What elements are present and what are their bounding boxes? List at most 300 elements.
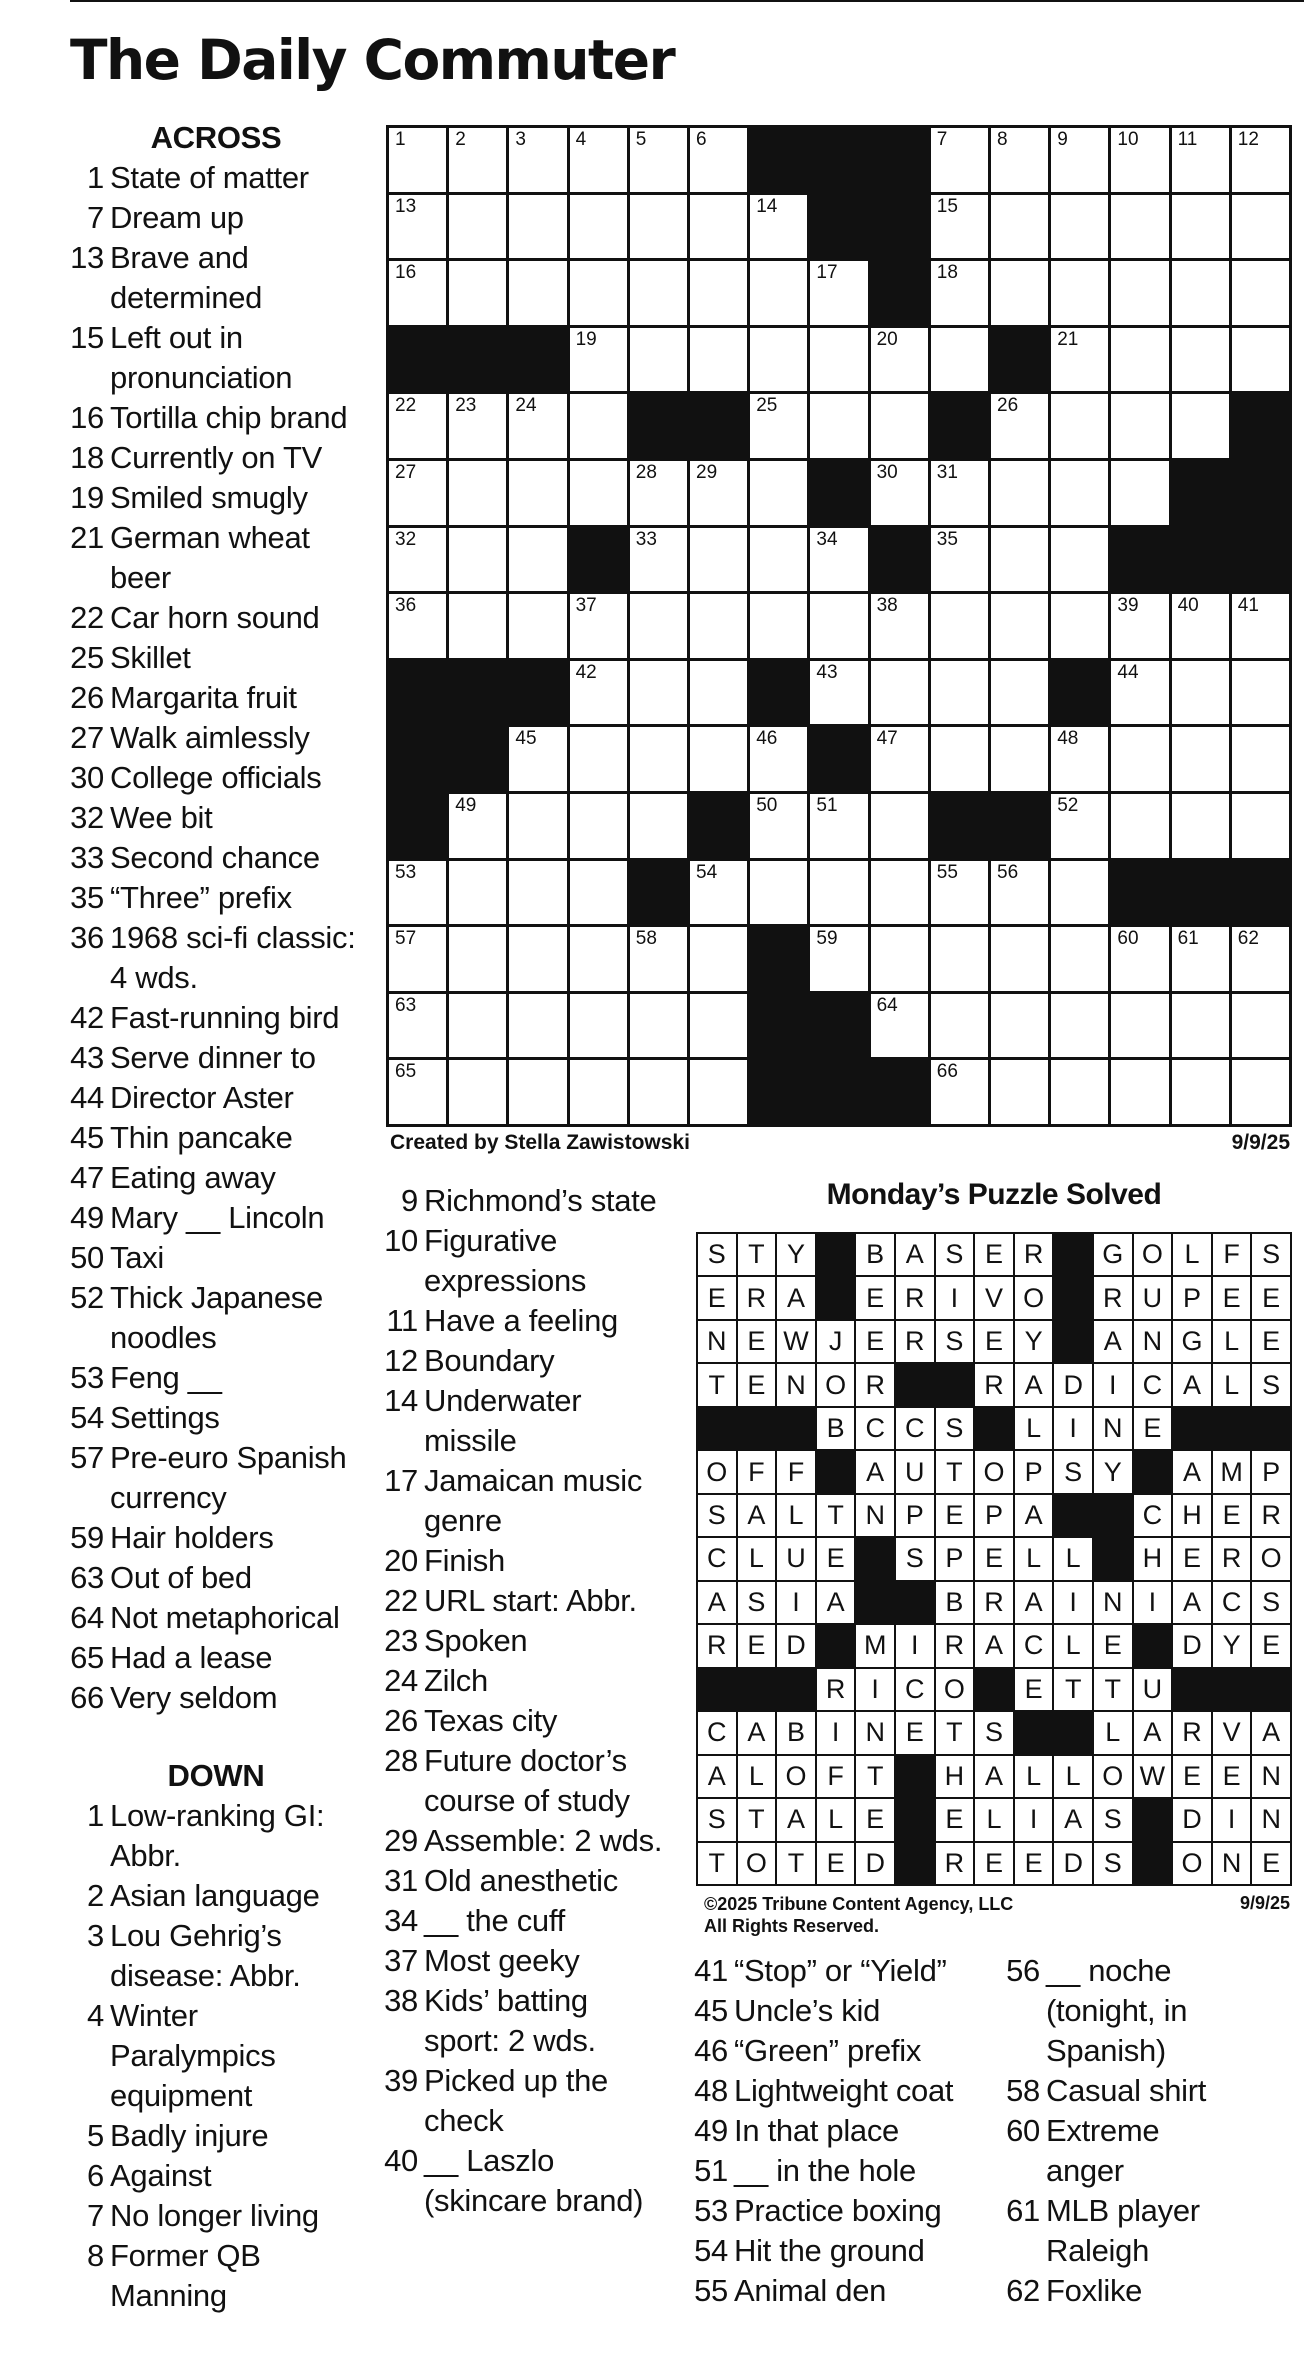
down-list-1 <box>66 1796 366 2316</box>
solution-cell: T <box>936 1712 974 1753</box>
down-clue-26 <box>380 1701 670 1741</box>
grid-cell[interactable] <box>570 328 627 392</box>
clue-number: 29 <box>384 1823 418 1858</box>
clue-number: 10 <box>384 1223 418 1258</box>
clue-text: State of matter <box>110 160 309 195</box>
solution-black-square <box>1252 1408 1290 1449</box>
grid-cell[interactable] <box>991 727 1048 791</box>
grid-cell[interactable] <box>931 861 988 925</box>
clue-text: __ in the hole <box>734 2153 916 2188</box>
solution-cell: E <box>975 1234 1013 1275</box>
grid-cell[interactable] <box>1051 927 1108 991</box>
grid-cell[interactable] <box>389 861 446 925</box>
grid-cell[interactable] <box>1111 794 1168 858</box>
grid-cell[interactable] <box>810 261 867 325</box>
grid-cell[interactable] <box>871 727 928 791</box>
grid-cell[interactable] <box>750 394 807 458</box>
grid-cell[interactable] <box>509 128 566 192</box>
grid-cell[interactable] <box>449 594 506 658</box>
grid-cell[interactable] <box>991 861 1048 925</box>
solution-cell: A <box>1054 1799 1092 1840</box>
grid-cell[interactable] <box>449 461 506 525</box>
grid-cell[interactable] <box>750 727 807 791</box>
across-header: ACROSS <box>150 120 282 155</box>
across-clue-42 <box>66 998 366 1038</box>
grid-cell[interactable] <box>1172 927 1229 991</box>
grid-cell[interactable] <box>1111 461 1168 525</box>
grid-cell[interactable] <box>630 727 687 791</box>
solution-cell: R <box>1094 1277 1132 1318</box>
grid-cell[interactable] <box>570 461 627 525</box>
solution-cell: F <box>777 1451 815 1492</box>
grid-cell[interactable] <box>630 261 687 325</box>
grid-cell[interactable] <box>630 195 687 259</box>
grid-cell[interactable] <box>1232 661 1289 725</box>
down-list-4 <box>1002 1951 1217 2311</box>
grid-cell[interactable] <box>931 128 988 192</box>
clue-number: 53 <box>70 1360 104 1395</box>
grid-cell[interactable] <box>1051 528 1108 592</box>
solution-cell: O <box>738 1843 776 1884</box>
black-square <box>1111 528 1168 592</box>
clue-text: Tortilla chip brand <box>110 400 348 435</box>
grid-cell[interactable] <box>449 528 506 592</box>
grid-cell[interactable] <box>449 927 506 991</box>
cell-number: 30 <box>876 461 898 483</box>
grid-cell[interactable] <box>509 461 566 525</box>
grid-cell[interactable] <box>1111 594 1168 658</box>
clue-text: Underwater missile <box>424 1383 582 1458</box>
grid-cell[interactable] <box>1232 994 1289 1058</box>
grid-cell[interactable] <box>630 594 687 658</box>
grid-cell[interactable] <box>389 594 446 658</box>
grid-cell[interactable] <box>871 461 928 525</box>
grid-cell[interactable] <box>871 394 928 458</box>
grid-cell[interactable] <box>810 594 867 658</box>
solution-cell: Y <box>1213 1625 1251 1666</box>
grid-cell[interactable] <box>931 1060 988 1124</box>
black-square <box>1051 661 1108 725</box>
solution-cell: S <box>738 1582 776 1623</box>
black-square <box>810 727 867 791</box>
grid-cell[interactable] <box>931 195 988 259</box>
solution-cell: R <box>698 1625 736 1666</box>
grid-cell[interactable] <box>509 861 566 925</box>
solution-cell: R <box>896 1277 934 1318</box>
solution-cell: E <box>1252 1625 1290 1666</box>
solution-cell: E <box>975 1321 1013 1362</box>
grid-cell[interactable] <box>991 394 1048 458</box>
grid-cell[interactable] <box>1172 195 1229 259</box>
grid-cell[interactable] <box>690 927 747 991</box>
grid-cell[interactable] <box>509 528 566 592</box>
solution-cell: L <box>1054 1538 1092 1579</box>
grid-cell[interactable] <box>449 195 506 259</box>
grid-cell[interactable] <box>1051 461 1108 525</box>
black-square <box>1232 394 1289 458</box>
clue-number: 45 <box>694 1993 728 2028</box>
grid-cell[interactable] <box>750 328 807 392</box>
cell-number: 34 <box>816 528 838 550</box>
grid-cell[interactable] <box>1051 1060 1108 1124</box>
crossword-grid[interactable] <box>386 125 1292 1127</box>
down-clue-38 <box>380 1981 670 2061</box>
solution-black-square <box>777 1408 815 1449</box>
down-header: DOWN <box>167 1758 265 1793</box>
grid-cell[interactable] <box>1172 594 1229 658</box>
solution-black-square <box>856 1582 894 1623</box>
clue-number: 54 <box>70 1400 104 1435</box>
grid-cell[interactable] <box>931 927 988 991</box>
black-square <box>449 727 506 791</box>
clue-text: Most geeky <box>424 1943 580 1978</box>
grid-cell[interactable] <box>570 861 627 925</box>
clue-text: Currently on TV <box>110 440 323 475</box>
grid-cell[interactable] <box>1232 927 1289 991</box>
cell-number: 6 <box>696 129 707 150</box>
clue-text: Finish <box>424 1543 505 1578</box>
grid-cell[interactable] <box>389 261 446 325</box>
clue-number: 38 <box>384 1983 418 2018</box>
clue-number: 28 <box>384 1743 418 1778</box>
grid-cell[interactable] <box>931 328 988 392</box>
grid-cell[interactable] <box>1232 328 1289 392</box>
solution-cell: N <box>1134 1321 1172 1362</box>
grid-cell[interactable] <box>509 195 566 259</box>
clue-text: Second chance <box>110 840 320 875</box>
grid-cell[interactable] <box>389 994 446 1058</box>
grid-cell[interactable] <box>570 394 627 458</box>
black-square <box>810 1060 867 1124</box>
grid-cell[interactable] <box>931 661 988 725</box>
grid-cell[interactable] <box>1172 1060 1229 1124</box>
cell-number: 21 <box>1057 328 1079 350</box>
down-clue-39 <box>380 2061 670 2141</box>
grid-cell[interactable] <box>570 128 627 192</box>
solution-cell: L <box>1015 1408 1053 1449</box>
black-square <box>750 661 807 725</box>
grid-cell[interactable] <box>1232 1060 1289 1124</box>
clue-number: 42 <box>70 1000 104 1035</box>
grid-cell[interactable] <box>630 927 687 991</box>
grid-cell[interactable] <box>871 927 928 991</box>
grid-cell[interactable] <box>1051 328 1108 392</box>
grid-cell[interactable] <box>931 727 988 791</box>
grid-cell[interactable] <box>570 195 627 259</box>
grid-cell[interactable] <box>570 661 627 725</box>
grid-cell[interactable] <box>810 794 867 858</box>
cell-number: 11 <box>1177 129 1198 150</box>
grid-cell[interactable] <box>509 394 566 458</box>
grid-cell[interactable] <box>389 128 446 192</box>
clue-text: Director Aster <box>110 1080 294 1115</box>
grid-cell[interactable] <box>389 461 446 525</box>
grid-cell[interactable] <box>1051 195 1108 259</box>
grid-cell[interactable] <box>1111 394 1168 458</box>
grid-cell[interactable] <box>690 727 747 791</box>
grid-cell[interactable] <box>1232 727 1289 791</box>
black-square <box>690 394 747 458</box>
grid-cell[interactable] <box>449 394 506 458</box>
solution-cell: F <box>817 1756 855 1797</box>
grid-cell[interactable] <box>1111 1060 1168 1124</box>
solution-cell: A <box>1015 1582 1053 1623</box>
grid-cell[interactable] <box>991 594 1048 658</box>
grid-cell[interactable] <box>810 861 867 925</box>
grid-cell[interactable] <box>810 394 867 458</box>
grid-cell[interactable] <box>931 528 988 592</box>
grid-cell[interactable] <box>630 1060 687 1124</box>
grid-cell[interactable] <box>389 1060 446 1124</box>
solution-black-square <box>936 1364 974 1405</box>
copyright-line-1: ©2025 Tribune Content Agency, LLC <box>704 1894 1014 1914</box>
black-square <box>871 195 928 259</box>
clue-number: 26 <box>384 1703 418 1738</box>
clue-number: 39 <box>384 2063 418 2098</box>
grid-cell[interactable] <box>630 461 687 525</box>
grid-cell[interactable] <box>1111 661 1168 725</box>
solution-cell: A <box>896 1234 934 1275</box>
grid-cell[interactable] <box>931 994 988 1058</box>
across-clue-47 <box>66 1158 366 1198</box>
black-square <box>931 394 988 458</box>
clue-number: 58 <box>1006 2073 1040 2108</box>
grid-cell[interactable] <box>1172 328 1229 392</box>
solution-black-square <box>1094 1538 1132 1579</box>
grid-cell[interactable] <box>871 661 928 725</box>
grid-cell[interactable] <box>991 927 1048 991</box>
grid-cell[interactable] <box>991 128 1048 192</box>
grid-cell[interactable] <box>630 128 687 192</box>
grid-cell[interactable] <box>509 927 566 991</box>
grid-cell[interactable] <box>690 195 747 259</box>
grid-cell[interactable] <box>750 528 807 592</box>
solution-cell: C <box>856 1408 894 1449</box>
grid-cell[interactable] <box>1051 261 1108 325</box>
grid-cell[interactable] <box>750 461 807 525</box>
grid-cell[interactable] <box>1172 794 1229 858</box>
grid-cell[interactable] <box>810 328 867 392</box>
cell-number: 46 <box>756 728 778 750</box>
across-clue-27 <box>66 718 366 758</box>
solution-cell: O <box>777 1756 815 1797</box>
grid-cell[interactable] <box>690 861 747 925</box>
solution-cell: N <box>777 1364 815 1405</box>
grid-cell[interactable] <box>389 195 446 259</box>
solution-cell: R <box>738 1277 776 1318</box>
grid-cell[interactable] <box>750 261 807 325</box>
clue-text: Settings <box>110 1400 220 1435</box>
clue-text: Figurative expressions <box>424 1223 587 1298</box>
grid-cell[interactable] <box>389 528 446 592</box>
solution-cell: D <box>856 1843 894 1884</box>
solution-cell: E <box>856 1321 894 1362</box>
down-clue-28 <box>380 1741 670 1821</box>
grid-cell[interactable] <box>871 994 928 1058</box>
grid-cell[interactable] <box>1051 594 1108 658</box>
grid-cell[interactable] <box>1051 394 1108 458</box>
down-clue-45 <box>690 1991 990 2031</box>
clue-number: 44 <box>70 1080 104 1115</box>
grid-cell[interactable] <box>1232 195 1289 259</box>
grid-cell[interactable] <box>871 594 928 658</box>
solution-cell: D <box>1173 1799 1211 1840</box>
grid-cell[interactable] <box>449 1060 506 1124</box>
grid-cell[interactable] <box>750 794 807 858</box>
grid-cell[interactable] <box>509 594 566 658</box>
grid-cell[interactable] <box>1111 328 1168 392</box>
grid-cell[interactable] <box>690 461 747 525</box>
grid-cell[interactable] <box>1051 794 1108 858</box>
grid-cell[interactable] <box>1232 594 1289 658</box>
cell-number: 7 <box>936 129 948 150</box>
grid-cell[interactable] <box>690 661 747 725</box>
grid-cell[interactable] <box>630 994 687 1058</box>
clue-number: 6 <box>87 2158 104 2193</box>
grid-cell[interactable] <box>509 994 566 1058</box>
grid-cell[interactable] <box>991 461 1048 525</box>
grid-cell[interactable] <box>810 661 867 725</box>
solution-cell: H <box>936 1756 974 1797</box>
solution-cell: P <box>1015 1451 1053 1492</box>
cell-number: 56 <box>997 861 1019 883</box>
grid-cell[interactable] <box>389 394 446 458</box>
grid-cell[interactable] <box>630 328 687 392</box>
solution-cell: P <box>975 1495 1013 1536</box>
grid-cell[interactable] <box>1051 128 1108 192</box>
grid-cell[interactable] <box>1172 128 1229 192</box>
solution-cell: I <box>1134 1582 1172 1623</box>
solution-cell: N <box>698 1321 736 1362</box>
grid-cell[interactable] <box>750 195 807 259</box>
grid-cell[interactable] <box>931 594 988 658</box>
grid-cell[interactable] <box>1172 727 1229 791</box>
grid-cell[interactable] <box>1051 861 1108 925</box>
grid-cell[interactable] <box>931 261 988 325</box>
grid-cell[interactable] <box>1172 661 1229 725</box>
black-square <box>1172 528 1229 592</box>
solution-black-square <box>1134 1799 1172 1840</box>
grid-cell[interactable] <box>509 261 566 325</box>
grid-cell[interactable] <box>690 128 747 192</box>
solution-cell: I <box>936 1277 974 1318</box>
black-square <box>449 328 506 392</box>
grid-cell[interactable] <box>690 994 747 1058</box>
grid-cell[interactable] <box>570 994 627 1058</box>
grid-cell[interactable] <box>1111 128 1168 192</box>
clue-number: 49 <box>70 1200 104 1235</box>
down-clue-41 <box>690 1951 990 1991</box>
grid-cell[interactable] <box>991 528 1048 592</box>
grid-cell[interactable] <box>449 994 506 1058</box>
grid-cell[interactable] <box>1051 727 1108 791</box>
grid-cell[interactable] <box>991 195 1048 259</box>
grid-cell[interactable] <box>991 661 1048 725</box>
grid-cell[interactable] <box>570 261 627 325</box>
solution-cell: R <box>975 1364 1013 1405</box>
cell-number: 28 <box>635 461 657 483</box>
grid-cell[interactable] <box>1111 927 1168 991</box>
cell-number: 61 <box>1177 928 1199 950</box>
down-clue-6 <box>66 2156 366 2196</box>
grid-cell[interactable] <box>570 794 627 858</box>
grid-cell[interactable] <box>570 727 627 791</box>
grid-cell[interactable] <box>1111 195 1168 259</box>
solution-cell: S <box>1054 1451 1092 1492</box>
grid-cell[interactable] <box>1111 261 1168 325</box>
down-clue-12 <box>380 1341 670 1381</box>
grid-cell[interactable] <box>570 927 627 991</box>
clue-text: Old anesthetic <box>424 1863 618 1898</box>
grid-cell[interactable] <box>690 594 747 658</box>
grid-cell[interactable] <box>1111 994 1168 1058</box>
grid-cell[interactable] <box>1232 261 1289 325</box>
grid-cell[interactable] <box>931 461 988 525</box>
grid-cell[interactable] <box>810 927 867 991</box>
across-clue-54 <box>66 1398 366 1438</box>
cell-number: 33 <box>635 528 657 550</box>
grid-cell[interactable] <box>449 261 506 325</box>
solution-cell: E <box>738 1625 776 1666</box>
grid-cell[interactable] <box>690 528 747 592</box>
clue-text: Against <box>110 2158 212 2193</box>
solution-black-square <box>1054 1234 1092 1275</box>
grid-cell[interactable] <box>810 528 867 592</box>
grid-cell[interactable] <box>1232 128 1289 192</box>
grid-cell[interactable] <box>1051 994 1108 1058</box>
black-square <box>991 794 1048 858</box>
grid-cell[interactable] <box>750 594 807 658</box>
cell-number: 31 <box>936 461 958 483</box>
black-square <box>810 994 867 1058</box>
grid-cell[interactable] <box>509 727 566 791</box>
grid-cell[interactable] <box>570 594 627 658</box>
black-square <box>389 727 446 791</box>
grid-cell[interactable] <box>1232 794 1289 858</box>
grid-cell[interactable] <box>449 861 506 925</box>
solution-black-square <box>1213 1669 1251 1710</box>
grid-cell[interactable] <box>1111 727 1168 791</box>
grid-cell[interactable] <box>871 794 928 858</box>
grid-cell[interactable] <box>991 994 1048 1058</box>
grid-cell[interactable] <box>1172 394 1229 458</box>
grid-cell[interactable] <box>449 128 506 192</box>
grid-cell[interactable] <box>871 328 928 392</box>
grid-cell[interactable] <box>630 661 687 725</box>
puzzle-date: 9/9/25 <box>1231 1131 1290 1154</box>
grid-cell[interactable] <box>570 1060 627 1124</box>
grid-cell[interactable] <box>871 861 928 925</box>
solution-cell: L <box>777 1495 815 1536</box>
grid-cell[interactable] <box>509 794 566 858</box>
grid-cell[interactable] <box>991 261 1048 325</box>
grid-cell[interactable] <box>991 1060 1048 1124</box>
grid-cell[interactable] <box>690 261 747 325</box>
clue-text: “Stop” or “Yield” <box>734 1953 947 1988</box>
grid-cell[interactable] <box>1172 994 1229 1058</box>
grid-cell[interactable] <box>750 861 807 925</box>
grid-cell[interactable] <box>690 1060 747 1124</box>
grid-cell[interactable] <box>389 927 446 991</box>
across-list <box>66 158 366 1718</box>
grid-cell[interactable] <box>509 1060 566 1124</box>
grid-cell[interactable] <box>449 794 506 858</box>
across-clue-65 <box>66 1638 366 1678</box>
grid-cell[interactable] <box>630 794 687 858</box>
grid-cell[interactable] <box>630 528 687 592</box>
grid-cell[interactable] <box>1172 261 1229 325</box>
grid-cell[interactable] <box>690 328 747 392</box>
